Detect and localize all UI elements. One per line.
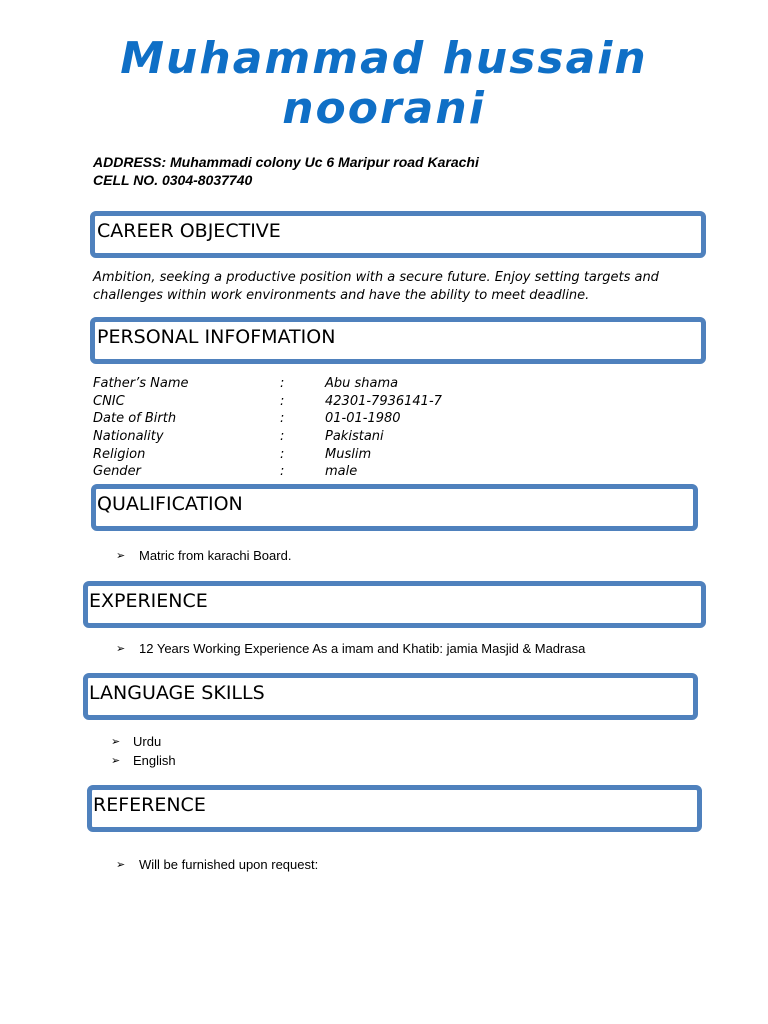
address-line: ADDRESS: Muhammadi colony Uc 6 Maripur road Karachi xyxy=(93,154,479,170)
career-objective-text-line1: Ambition, seeking a productive position with a secure future. Enjoy setting targets and xyxy=(93,270,659,285)
bullet-arrow-icon: ➢ xyxy=(111,755,121,767)
info-value: Muslim xyxy=(325,447,372,462)
info-label: Father’s Name xyxy=(93,376,189,391)
career-objective-text-line2: challenges within work environments and have the ability to meet deadline. xyxy=(93,288,590,303)
bullet-arrow-icon: ➢ xyxy=(116,550,126,562)
info-value: 01-01-1980 xyxy=(325,411,401,426)
info-label: Religion xyxy=(93,447,146,462)
info-separator: : xyxy=(280,447,285,462)
cell-number-line: CELL NO. 0304-8037740 xyxy=(93,172,253,188)
info-separator: : xyxy=(280,429,285,444)
reference-item: Will be furnished upon request: xyxy=(139,857,319,872)
info-label: CNIC xyxy=(93,394,125,409)
info-separator: : xyxy=(280,394,285,409)
bullet-arrow-icon: ➢ xyxy=(116,643,126,655)
info-value: Abu shama xyxy=(325,376,399,391)
candidate-name-line1: Muhammad hussain xyxy=(120,33,648,84)
qualification-item: Matric from karachi Board. xyxy=(139,548,292,563)
candidate-name-line2: noorani xyxy=(282,83,486,134)
info-value: 42301-7936141-7 xyxy=(325,394,442,409)
bullet-arrow-icon: ➢ xyxy=(111,736,121,748)
language-skills-title: LANGUAGE SKILLS xyxy=(89,682,265,704)
experience-item: 12 Years Working Experience As a imam and Khatib: jamia Masjid & Madrasa xyxy=(139,641,586,656)
info-separator: : xyxy=(280,411,285,426)
info-value: male xyxy=(325,464,358,479)
reference-title: REFERENCE xyxy=(93,794,206,816)
career-objective-title: CAREER OBJECTIVE xyxy=(97,220,281,242)
info-label: Date of Birth xyxy=(93,411,177,426)
language-item-english: English xyxy=(133,753,176,768)
qualification-title: QUALIFICATION xyxy=(97,493,243,515)
bullet-arrow-icon: ➢ xyxy=(116,859,126,871)
info-value: Pakistani xyxy=(325,429,384,444)
career-objective-text xyxy=(93,269,673,305)
info-separator: : xyxy=(280,464,285,479)
info-label: Nationality xyxy=(93,429,164,444)
experience-title: EXPERIENCE xyxy=(89,590,208,612)
info-separator: : xyxy=(280,376,285,391)
info-label: Gender xyxy=(93,464,141,479)
language-item-urdu: Urdu xyxy=(133,734,162,749)
personal-information-title: PERSONAL INFOFMATION xyxy=(97,326,336,348)
